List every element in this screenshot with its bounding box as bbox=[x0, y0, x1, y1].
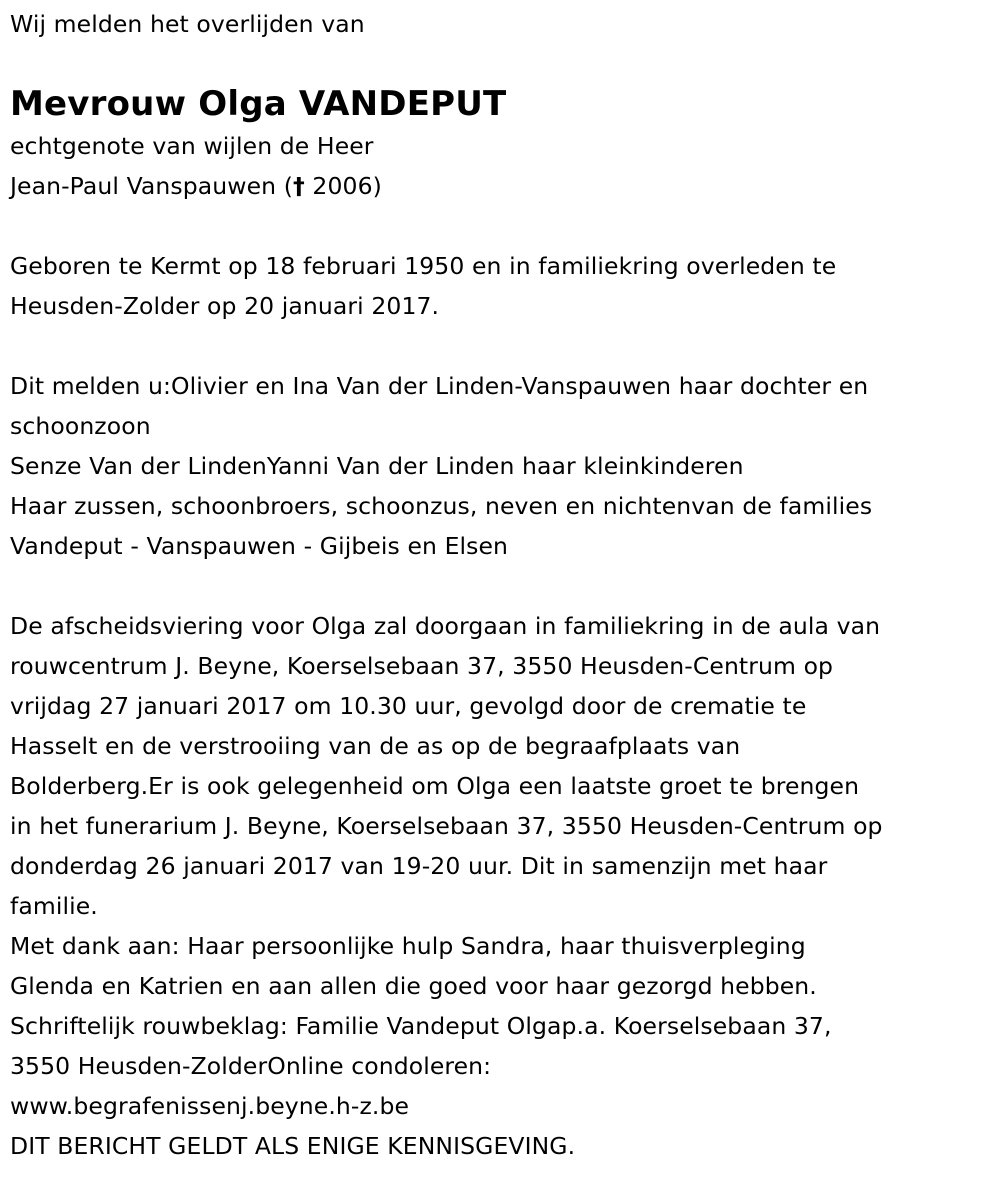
ceremony-line: rouwcentrum J. Beyne, Koerselsebaan 37, 3550 Heusden-Centrum op bbox=[10, 652, 834, 680]
notice-text: DIT BERICHT GELDT ALS ENIGE KENNISGEVING. bbox=[10, 1132, 576, 1160]
birth-death-line: Geboren te Kermt op 18 februari 1950 en in familiekring overleden te bbox=[10, 252, 837, 280]
birth-death-line: Heusden-Zolder op 20 januari 2017. bbox=[10, 292, 440, 320]
condolence-address-line: 3550 Heusden-ZolderOnline condoleren: bbox=[10, 1052, 492, 1080]
thanks-line: Met dank aan: Haar persoonlijke hulp Sandra, haar thuisverpleging bbox=[10, 932, 806, 960]
family-line: Haar zussen, schoonbroers, schoonzus, neven en nichtenvan de families bbox=[10, 492, 873, 520]
deceased-name-title: Mevrouw Olga VANDEPUT bbox=[10, 84, 507, 124]
family-line: schoonzoon bbox=[10, 412, 151, 440]
ceremony-line: donderdag 26 januari 2017 van 19-20 uur. Dit in samenzijn met haar bbox=[10, 852, 828, 880]
ceremony-line: in het funerarium J. Beyne, Koerselsebaan 37, 3550 Heusden-Centrum op bbox=[10, 812, 883, 840]
spouse-line-2 bbox=[10, 166, 990, 206]
ceremony-line: familie. bbox=[10, 892, 98, 920]
intro-text: Wij melden het overlijden van bbox=[10, 10, 365, 38]
ceremony-line: De afscheidsviering voor Olga zal doorgaan in familiekring in de aula van bbox=[10, 612, 881, 640]
spouse-death-year: 2006) bbox=[304, 172, 382, 200]
ceremony-section bbox=[10, 606, 990, 1166]
spouse-section bbox=[10, 126, 990, 206]
thanks-line: Glenda en Katrien en aan allen die goed voor haar gezorgd hebben. bbox=[10, 972, 817, 1000]
spacer bbox=[10, 566, 990, 606]
spacer bbox=[10, 206, 990, 246]
spouse-line-1: echtgenote van wijlen de Heer bbox=[10, 132, 374, 160]
family-line: Senze Van der LindenYanni Van der Linden haar kleinkinderen bbox=[10, 452, 744, 480]
ceremony-line: Hasselt en de verstrooiing van de as op de begraafplaats van bbox=[10, 732, 741, 760]
family-section bbox=[10, 366, 990, 566]
family-line: Dit melden u:Olivier en Ina Van der Linden-Vanspauwen haar dochter en bbox=[10, 372, 869, 400]
condolence-address-line: Schriftelijk rouwbeklag: Familie Vandeput Olgap.a. Koerselsebaan 37, bbox=[10, 1012, 832, 1040]
cross-icon: † bbox=[292, 172, 305, 200]
ceremony-line: Bolderberg.Er is ook gelegenheid om Olga een laatste groet te brengen bbox=[10, 772, 860, 800]
family-line: Vandeput - Vanspauwen - Gijbeis en Elsen bbox=[10, 532, 509, 560]
spouse-name: Jean-Paul Vanspauwen ( bbox=[10, 172, 293, 200]
spacer bbox=[10, 326, 990, 366]
birth-death-section bbox=[10, 246, 990, 326]
ceremony-line: vrijdag 27 januari 2017 om 10.30 uur, gevolgd door de crematie te bbox=[10, 692, 807, 720]
condolence-website: www.begrafenissenj.beyne.h-z.be bbox=[10, 1092, 410, 1120]
